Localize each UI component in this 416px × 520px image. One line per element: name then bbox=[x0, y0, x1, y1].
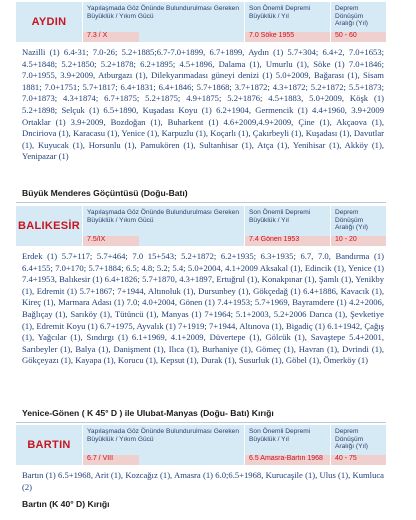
design-magnitude-cell bbox=[82, 206, 244, 246]
design-magnitude-label: Yapılaşmada Göz Önünde Bulundurulması Gereken Büyüklük / Yıkım Gücü bbox=[87, 428, 239, 443]
return-interval-value: 50 - 60 bbox=[335, 32, 357, 40]
last-quake-cell bbox=[244, 206, 330, 246]
section-header-aydin bbox=[16, 2, 386, 42]
fault-name-bartin: Bartın (K 40° D) Kırığı bbox=[22, 499, 110, 509]
section-header-bartin bbox=[16, 425, 386, 465]
city-name: BALIKESİR bbox=[18, 220, 80, 232]
last-quake-label: Son Önemli Depremi Büyüklük / Yıl bbox=[249, 428, 311, 443]
locations-paragraph-bartin: Bartın (1) 6.5+1968, Arit (1), Kozcağız (1), Amasra (1) 6.0;6.5+1968, Kurucaşile (1), Ulus (1), Kumluca (2) bbox=[22, 470, 384, 492]
locations-paragraph-balikesir: Erdek (1) 5.7+117; 5.7+464; 7.0 15+543; 5.2+1872; 6.2+1935; 6.3+1935; 6.7, 7.0, Bandırma (1) 6.4+155; 7.0+170; 5.7+1884; 6.5; 4.8; 5.2; 5.4; 5.0+2004, 4.1+2009 Aksakal (1), Edincik (1), Yenice (1) 7.4+1953, Balıkesir (1) 6.4+1826; 5.7+1870, 4.3+1897, Ertuğrul (1), Konakpınar (1), Şamlı (1), Yenikby (1), Edremit (1) 5.7+1867; 7+1944, Altınoluk (1), Dursunbey (1), Gökçedağ (1) 6.4+1886, Kavacık (1), Kireç (1), Marmara Adası (1) 7.0; 4.0+2004, Gönen (1) 7.4+1953; 5.7+1969, Bayramdere (1) 4.2+2006, Bağlıçay (1), Sarıköy (1), Tütüncü (1), Manyas (1) 7+1964; 5.1+2003, 5.2+2006 Darıca (1), Şevketiye (1), Edremit Koyu (1) 6.7+1975, Ayvalık (1) 7+1919; 7+1944, Altınova (1), Bigadiç (1) 6.1+1942, Çağış (1), Yağcılar (1), Sındırgı (1) 6.1+1969, 4.1+2009, Düvertepe (1), Gölcük (1), Savaştepe 5.4+2001, Sarıbeyler (1), Balya (1), Danişment (1), Ilıca (1), Burhaniye (1), Gömeç (1), Havran (1), Dvrindi (1), Gökçeyazı (1), Kayapa (1), Korucu (1), Kepsut (1), Durak (1), Susurluk (1), Göbel (1), Ömerköy (1) bbox=[22, 251, 384, 366]
design-magnitude-cell bbox=[82, 2, 244, 42]
return-interval-cell bbox=[330, 206, 386, 246]
last-quake-cell bbox=[244, 2, 330, 42]
last-quake-value: 7.0 Söke 1955 bbox=[249, 32, 295, 40]
return-interval-label: Deprem Dönüşüm Aralığı (Yıl) bbox=[335, 5, 368, 28]
return-interval-label: Deprem Dönüşüm Aralığı (Yıl) bbox=[335, 428, 368, 451]
last-quake-label: Son Önemli Depremi Büyüklük / Yıl bbox=[249, 209, 311, 224]
city-name: AYDIN bbox=[31, 16, 67, 28]
design-magnitude-label: Yapılaşmada Göz Önünde Bulundurulması Gereken Büyüklük / Yıkım Gücü bbox=[87, 209, 239, 224]
design-magnitude-value: 7.3 / X bbox=[87, 32, 108, 40]
section-header-balikesir bbox=[16, 206, 386, 246]
last-quake-value: 7.4 Gönen 1953 bbox=[249, 236, 300, 244]
section-divider bbox=[16, 202, 386, 203]
design-magnitude-label: Yapılaşmada Göz Önünde Bulundurulması Gereken Büyüklük / Yıkım Gücü bbox=[87, 5, 239, 20]
design-magnitude-cell bbox=[82, 425, 244, 465]
return-interval-cell bbox=[330, 425, 386, 465]
last-quake-value: 6.5 Amasra-Bartın 1968 bbox=[249, 455, 323, 463]
fault-name-aydin: Büyük Menderes Göçüntüsü (Doğu-Batı) bbox=[22, 188, 188, 198]
locations-paragraph-aydin: Nazilli (1) 6.4-31; 7.0-26; 5.2+1885;6.7-7.0+1899, 6.7+1899, Aydın (1) 5.7+304; 6.4+2, 7.0+1653; 4.5+1848; 5.2+1850; 5.2+1878; 6.2+1895; 4.5+1896, Dalama (1), Umurlu (1), Söke (1) 7.0+1846; 7.0+1955, 3.9+2009, Atburgazı (1), Dilekyarımadası güneyi denizi (1) 5.0+2009, Bağarası (1), Sisam 1881; 7.0+1751; 5.7+1817; 6.4+1831; 6.4+1846; 5.7+1868; 3.7+1872; 4.3+1872; 5.2+1872; 5.5+1873; 7.0+1873; 4.3+1874; 6.7+1875; 5.2+1875; 4.9+1875; 5.2+1876; 4.5+1883, 5.0+2009, Köşk (1) 5.2+1898; Selçuk (1) 6.5+1890, Kuşadası Koyu (1) 6.2+1904, Germencik (1) 4.4+1960, 3.9+2009 Ortaklar (1) 3.9+2009, Bozdoğan (1), Buharkent (1) 4.6+2009,4.9+2009, Çine (1), Akçaova (1), Dnciriova (1), Karacasu (1), Yenice (1), Karpuzlu (1), Koçarlı (1), Çakırbeyli (1), Kuşadası (1), Davutlar (1), Kuyucak (1), Horsunlu (1), Pamukören (1), Sultanhisar (1), Atça (1), Yenihisar (1), Akköy (1), Yenipazar (1) bbox=[22, 47, 384, 162]
last-quake-label: Son Önemli Depremi Büyüklük / Yıl bbox=[249, 5, 311, 20]
section-divider bbox=[16, 422, 386, 423]
city-name: BARTIN bbox=[27, 439, 71, 451]
design-magnitude-value: 7.5/IX bbox=[87, 236, 106, 244]
return-interval-value: 10 - 20 bbox=[335, 236, 357, 244]
return-interval-value: 40 - 75 bbox=[335, 455, 357, 463]
fault-name-balikesir: Yenice-Gönen ( K 45° D ) ile Ulubat-Manyas (Doğu- Batı) Kırığı bbox=[22, 408, 274, 418]
return-interval-label: Deprem Dönüşüm Aralığı (Yıl) bbox=[335, 209, 368, 232]
last-quake-cell bbox=[244, 425, 330, 465]
return-interval-cell bbox=[330, 2, 386, 42]
design-magnitude-value: 6.7 / VIII bbox=[87, 455, 114, 463]
